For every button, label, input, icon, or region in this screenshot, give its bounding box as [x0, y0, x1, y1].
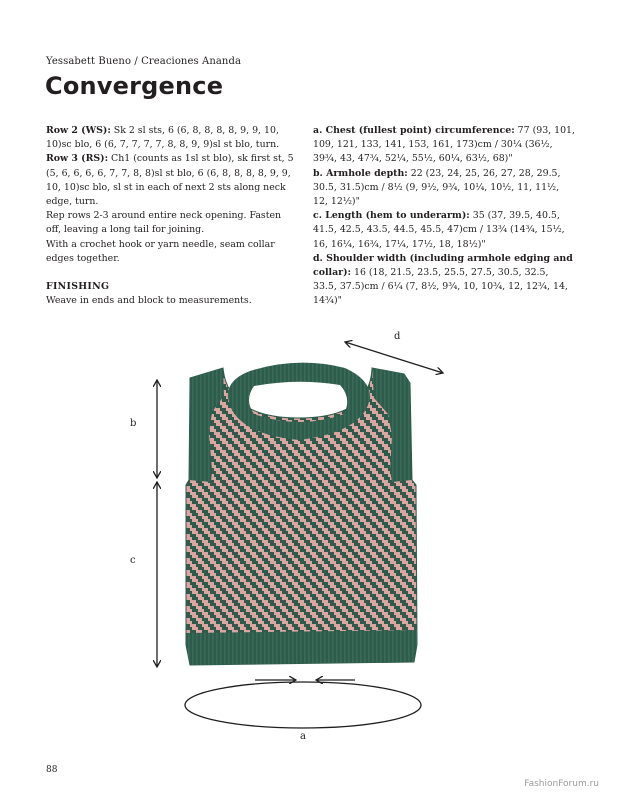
measure-a-ellipse: [185, 682, 421, 728]
row-2-label: Row 2 (WS):: [46, 125, 111, 136]
finishing-text: Weave in ends and block to measurements.: [46, 295, 252, 307]
measurement-a-text: 77 (93, 101, 109, 121, 133, 141, 153, 161, 173)cm / 30¼ (36½, 39¾, 43, 47¾, 52¼, 55½, 60¼, 63½, 68)": [313, 125, 575, 165]
measurement-d-text: 16 (18, 21.5, 23.5, 25.5, 27.5, 30.5, 32.5, 33.5, 37.5)cm / 6¼ (7, 8½, 9¾, 10, 10¾, 12, 12¾, 14, 14¾)": [313, 267, 568, 307]
vest-body: [186, 368, 417, 665]
measure-d-arrow: [345, 342, 443, 373]
designer-credit: Yessabett Bueno / Creaciones Ananda: [46, 56, 242, 67]
measurement-c-text: 35 (37, 39.5, 40.5, 41.5, 42.5, 43.5, 44.5, 45.5, 47)cm / 13¾ (14¾, 15½, 16, 16¼, 16¾, 17¼, 17½, 18, 18½)": [313, 210, 565, 250]
page-number: 88: [46, 765, 58, 775]
row-2-text: Sk 2 sl sts, 6 (6, 8, 8, 8, 8, 9, 9, 10, 10)sc blo, 6 (6, 7, 7, 7, 7, 8, 8, 9, 9)sl st blo, turn.: [46, 125, 280, 151]
label-d: d: [394, 331, 401, 342]
label-a: a: [300, 731, 306, 742]
label-b: b: [130, 418, 137, 429]
measurement-d-label: d. Shoulder width (including armhole edging and collar):: [313, 252, 573, 279]
row-3-label: Row 3 (RS):: [46, 153, 109, 165]
seam-instruction: With a crochet hook or yarn needle, seam collar edges together.: [46, 238, 275, 264]
page-title: Convergence: [45, 72, 224, 100]
row-3-text: Ch1 (counts as 1sl st blo), sk first st, 5 (5, 6, 6, 6, 6, 7, 7, 8, 8)sl st blo, 6 (6, 8, 8, 8, 8, 9, 9, 10, 10)sc blo, sl st in each of next 2 sts along neck edge, turn.: [46, 153, 294, 208]
hem-ribbing: [186, 630, 417, 665]
measurement-a-label: a. Chest (fullest point) circumference:: [313, 125, 515, 136]
watermark: FashionForum.ru: [524, 779, 599, 789]
finishing-heading: FINISHING: [46, 281, 110, 293]
label-c: c: [130, 555, 136, 566]
measurement-b-label: b. Armhole depth:: [313, 167, 408, 179]
measurement-c-label: c. Length (hem to underarm):: [313, 210, 470, 222]
measurement-b-text: 22 (23, 24, 25, 26, 27, 28, 29.5, 30.5, 31.5)cm / 8½ (9, 9½, 9¾, 10¼, 10½, 11, 11½, 12, 12½)": [313, 167, 561, 208]
repeat-instruction: Rep rows 2-3 around entire neck opening. Fasten off, leaving a long tail for joining.: [46, 210, 282, 236]
